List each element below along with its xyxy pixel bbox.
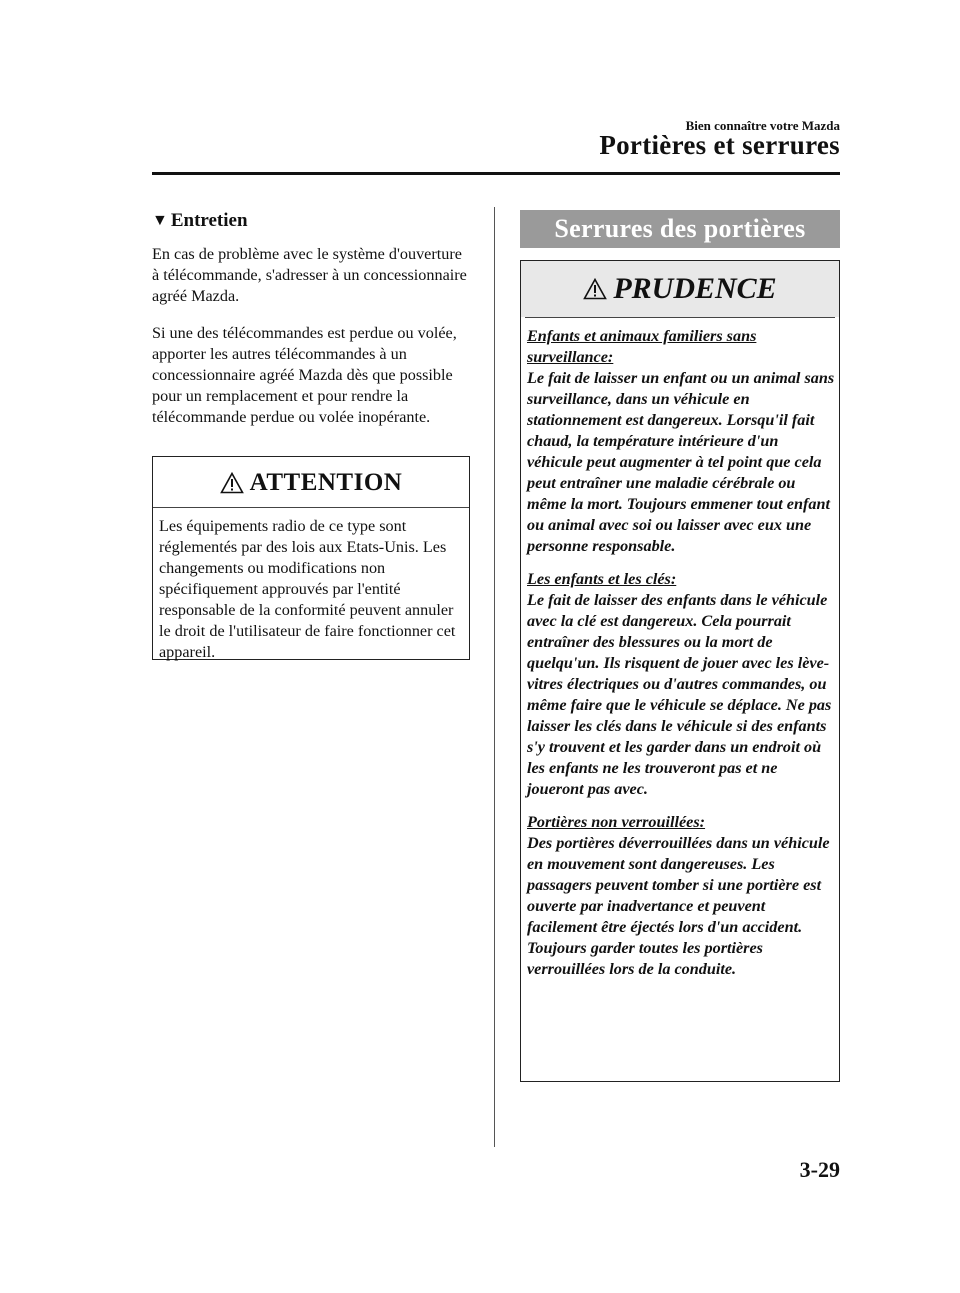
warning-item-3-heading: Portières non verrouillées:	[527, 813, 706, 831]
warning-item-1-text: Le fait de laisser un enfant ou un animal sans surveillance, dans un véhicule en stationnement est dangereux. Lorsqu'il fait chaud, la température intérieure d'un véhicule peut augmenter à tel point que cela peut entraîner une maladie cérébrale ou même la mort. Toujours emmener tout enfant ou animal avec soi ou laisser avec eux une personne responsable.	[527, 369, 835, 555]
right-column	[520, 210, 840, 1082]
page-title: Portières et serrures	[599, 130, 840, 160]
prudence-header	[521, 261, 839, 317]
subheading	[152, 210, 472, 232]
warning-item-3	[527, 812, 835, 980]
subheading-text: Entretien	[170, 210, 248, 231]
section-title: Serrures des portières	[520, 210, 840, 248]
attention-box	[152, 456, 470, 660]
warning-item-1	[527, 326, 835, 557]
warning-item-3-text: Des portières déverrouillées dans un véhicule en mouvement sont dangereuses. Les passagers peuvent tomber si une portière est ouverte par inadvertance et peuvent facilement être éjectés lors d'un accident. Toujours garder toutes les portières verrouillées lors de la conduite.	[527, 834, 830, 978]
page-number: 3-29	[799, 1157, 840, 1182]
attention-title-text: ATTENTION	[249, 469, 403, 496]
chapter-label: Bien connaître votre Mazda	[685, 118, 840, 133]
warning-item-2-heading: Les enfants et les clés:	[527, 570, 677, 588]
paragraph-1: En cas de problème avec le système d'ouverture à télécommande, s'adresser à un concessionnaire agréé Mazda.	[152, 245, 467, 305]
warning-item-1-heading: Enfants et animaux familiers sans surveillance:	[527, 327, 757, 366]
attention-title	[153, 465, 469, 501]
prudence-box	[520, 260, 840, 1082]
header-rule	[152, 172, 840, 175]
warning-triangle-icon	[583, 278, 607, 300]
triangle-down-icon: ▼	[152, 212, 168, 229]
warning-triangle-icon	[220, 472, 244, 494]
prudence-body	[521, 318, 839, 980]
left-column	[152, 210, 472, 660]
warning-item-2-text: Le fait de laisser des enfants dans le véhicule avec la clé est dangereux. Cela pourrait entraîner des blessures ou la mort de quelqu'un. Ils risquent de jouer avec les lève-vitres électriques ou d'autres commandes, ou même faire que le véhicule se déplace. Ne pas laisser les clés dans le véhicule si des enfants s'y trouvent et les garder dans un endroit où les enfants ne les trouveront pas et ne joueront pas avec.	[527, 591, 832, 798]
warning-item-2	[527, 569, 835, 800]
prudence-title-text: PRUDENCE	[613, 272, 777, 305]
column-divider	[494, 207, 495, 1147]
attention-text: Les équipements radio de ce type sont réglementés par des lois aux Etats-Unis. Les changements ou modifications non spécifiquement approuvés par l'entité responsable de la conformité peuvent annuler le droit de l'utilisateur de faire fonctionner cet appareil.	[159, 517, 456, 661]
paragraph-2: Si une des télécommandes est perdue ou volée, apporter les autres télécommandes à un concessionnaire agréé Mazda dès que possible pour un remplacement et pour rendre la télécommande perdue ou volée inopérante.	[152, 324, 457, 426]
